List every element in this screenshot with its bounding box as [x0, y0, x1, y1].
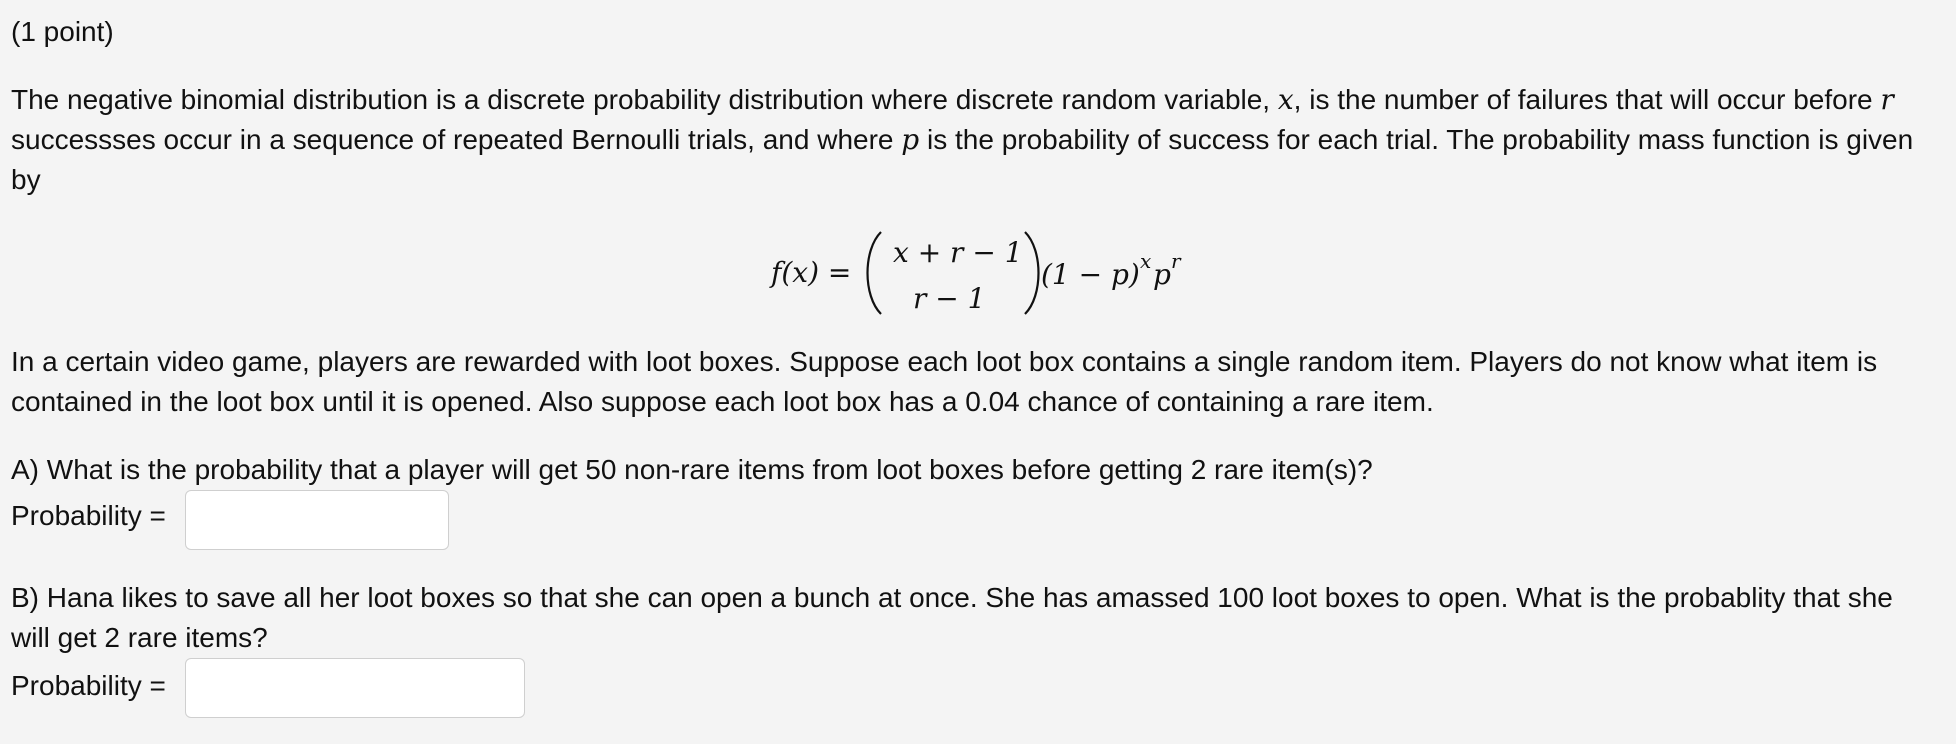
var-r: r: [1880, 83, 1894, 116]
question-a-text: A) What is the probability that a player will get 50 non-rare items from loot boxes before getting 2 rare item(s)?: [11, 454, 1373, 485]
var-p: p: [901, 123, 920, 156]
question-b-text: B) Hana likes to save all her loot boxes so that she can open a bunch at once. She has amassed 100 loot boxes to open. What is the probablity that she will get 2 rare items?: [11, 582, 1893, 653]
intro-text-2: , is the number of failures that will occur before: [1293, 84, 1881, 115]
rhs-base: (1 − p): [1041, 258, 1140, 291]
left-paren: [868, 232, 882, 314]
binom-top: x + r − 1: [893, 236, 1023, 269]
pmf-formula: [771, 224, 1231, 324]
question-b-label: Probability =: [11, 670, 166, 701]
point-value: (1 point): [11, 16, 114, 47]
rhs-exp-x: x: [1140, 249, 1152, 273]
right-paren: [1025, 232, 1039, 314]
rhs-exp-r: r: [1171, 249, 1181, 273]
binom-bottom: r − 1: [913, 282, 986, 315]
question-a-label: Probability =: [11, 500, 166, 531]
intro-text-3: successses occur in a sequence of repeated Bernoulli trials, and where: [11, 124, 902, 155]
intro-text-1: The negative binomial distribution is a discrete probability distribution where discrete random variable,: [11, 84, 1278, 115]
question-a-answer-input[interactable]: [185, 490, 449, 550]
intro-paragraph: [11, 80, 1936, 200]
intro-text-4: is the probability of success for each trial. The probability mass function is given by: [11, 124, 1914, 195]
rhs-p: p: [1153, 258, 1171, 291]
scenario-paragraph: In a certain video game, players are rewarded with loot boxes. Suppose each loot box contains a single random item. Players do not know what item is contained in the loot box until it is opened. Also suppose each loot box has a 0.04 chance of containing a rare item.: [11, 346, 1878, 417]
pmf-formula-svg: [771, 224, 1231, 324]
var-x: x: [1277, 83, 1294, 116]
formula-lhs: f(x) =: [771, 256, 852, 289]
question-b-answer-input[interactable]: [185, 658, 525, 718]
